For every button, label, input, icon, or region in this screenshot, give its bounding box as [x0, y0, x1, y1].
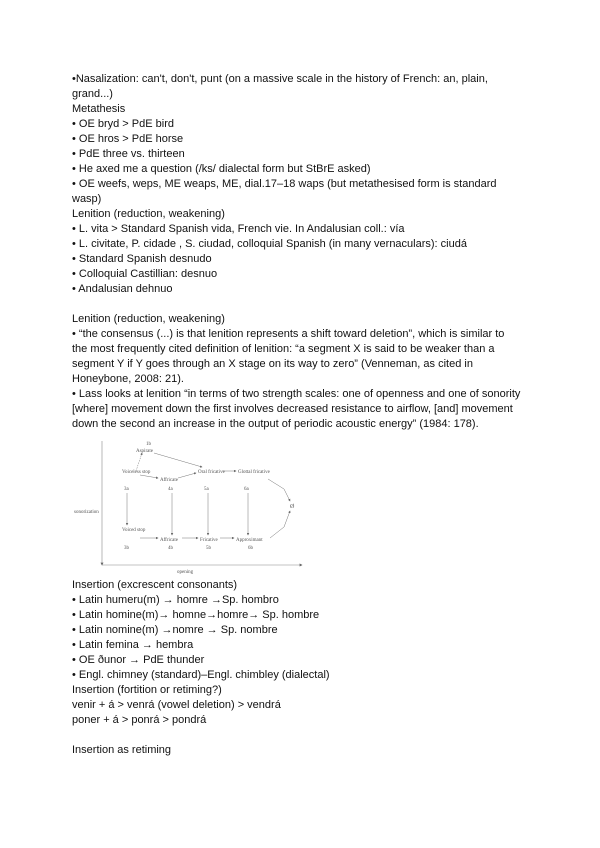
node-aspirate-code: 1b [146, 442, 151, 447]
list-item: • Latin nomine(m) →nomre → Sp. nombre [72, 624, 278, 636]
list-item: • L. vita > Standard Spanish vida, French vie. In Andalusian coll.: vía [72, 223, 405, 235]
node-fricative-bottom: Fricative [200, 538, 218, 543]
list-item: • Lass looks at lenition “in terms of two strength scales: one of openness and one of sonority [72, 388, 521, 400]
list-item: • Latin homine(m)→ homne→homre→ Sp. hombre [72, 609, 320, 621]
heading-metathesis: Metathesis [72, 103, 126, 115]
text-line: poner + á > ponrá > pondrá [72, 714, 207, 726]
node-oral-fricative-code: 5a [204, 487, 209, 492]
list-item: • Latin humeru(m) → homre →Sp. hombro [72, 594, 279, 606]
text-line: •Nasalization: can't, don't, punt (on a massive scale in the history of French: an, plain, [72, 73, 488, 85]
list-item: • Latin femina → hembra [72, 639, 194, 651]
heading-insertion-retiming: Insertion as retiming [72, 744, 172, 756]
node-deletion: Ø [290, 504, 295, 510]
node-affricate-bottom-code: 4b [168, 546, 173, 551]
text-line: down the second an increase in the output of periodic acoustic energy” (1984: 178). [72, 418, 479, 430]
axis-label-opening: opening [177, 570, 194, 575]
node-voiced-stop-code: 3b [124, 546, 129, 551]
node-voiceless-stop: Voiceless stop [122, 470, 151, 475]
node-affricate-top: Affricate [160, 478, 178, 483]
list-item: • OE ðunor → PdE thunder [72, 654, 205, 666]
list-item: • Engl. chimney (standard)–Engl. chimbley (dialectal) [72, 669, 330, 681]
text-line: venir + á > venrá (vowel deletion) > vendrá [72, 699, 281, 711]
text-line: grand...) [72, 88, 113, 100]
heading-insertion-fortition: Insertion (fortition or retiming?) [72, 684, 222, 696]
list-item: • L. civitate, P. cidade , S. ciudad, colloquial Spanish (in many vernaculars): ciudá [72, 238, 467, 250]
list-item: • PdE three vs. thirteen [72, 148, 185, 160]
node-voiced-stop: Voiced stop [122, 528, 146, 533]
node-aspirate: Aspirate [136, 449, 153, 454]
text-line: wasp) [72, 193, 102, 205]
node-affricate-bottom: Affricate [160, 538, 178, 543]
lenition-diagram [72, 435, 312, 575]
node-oral-fricative: Oral fricative [198, 470, 225, 475]
heading-insertion: Insertion (excrescent consonants) [72, 579, 238, 591]
node-glottal-fricative-code: 6a [244, 487, 249, 492]
heading-lenition-2: Lenition (reduction, weakening) [72, 313, 225, 325]
node-approximant-code: 6b [248, 546, 253, 551]
node-approximant: Approximant [236, 538, 263, 543]
list-item: • OE bryd > PdE bird [72, 118, 174, 130]
notes-bottom-section [72, 578, 532, 758]
list-item: • OE hros > PdE horse [72, 133, 184, 145]
list-item: • “the consensus (...) is that lenition represents a shift toward deletion”, which is similar to [72, 328, 505, 340]
axis-label-sonorization: sonorization [74, 510, 99, 515]
notes-top-section [72, 72, 532, 432]
node-affricate-top-code: 4a [168, 487, 173, 492]
list-item: • He axed me a question (/ks/ dialectal form but StBrE asked) [72, 163, 371, 175]
node-voiceless-stop-code: 3a [124, 487, 129, 492]
text-line: the most frequently cited definition of lenition: “a segment X is said to be weaker than a [72, 343, 495, 355]
text-line: [where] movement down the first involves decreased resistance to airflow, [and] movement [72, 403, 513, 415]
node-fricative-bottom-code: 5b [206, 546, 211, 551]
blank-line [72, 297, 532, 312]
list-item: • Andalusian dehnuo [72, 283, 173, 295]
node-glottal-fricative: Glottal fricative [238, 470, 270, 475]
list-item: • Standard Spanish desnudo [72, 253, 212, 265]
heading-lenition: Lenition (reduction, weakening) [72, 208, 225, 220]
text-line: Honeybone, 2008: 21). [72, 373, 184, 385]
list-item: • Colloquial Castillian: desnuo [72, 268, 218, 280]
text-line: segment Y if Y goes through an X stage on its way to zero” (Venneman, as cited in [72, 358, 473, 370]
list-item: • OE weefs, weps, ME weaps, ME, dial.17–18 waps (but metathesised form is standard [72, 178, 497, 190]
blank-line [72, 728, 532, 743]
